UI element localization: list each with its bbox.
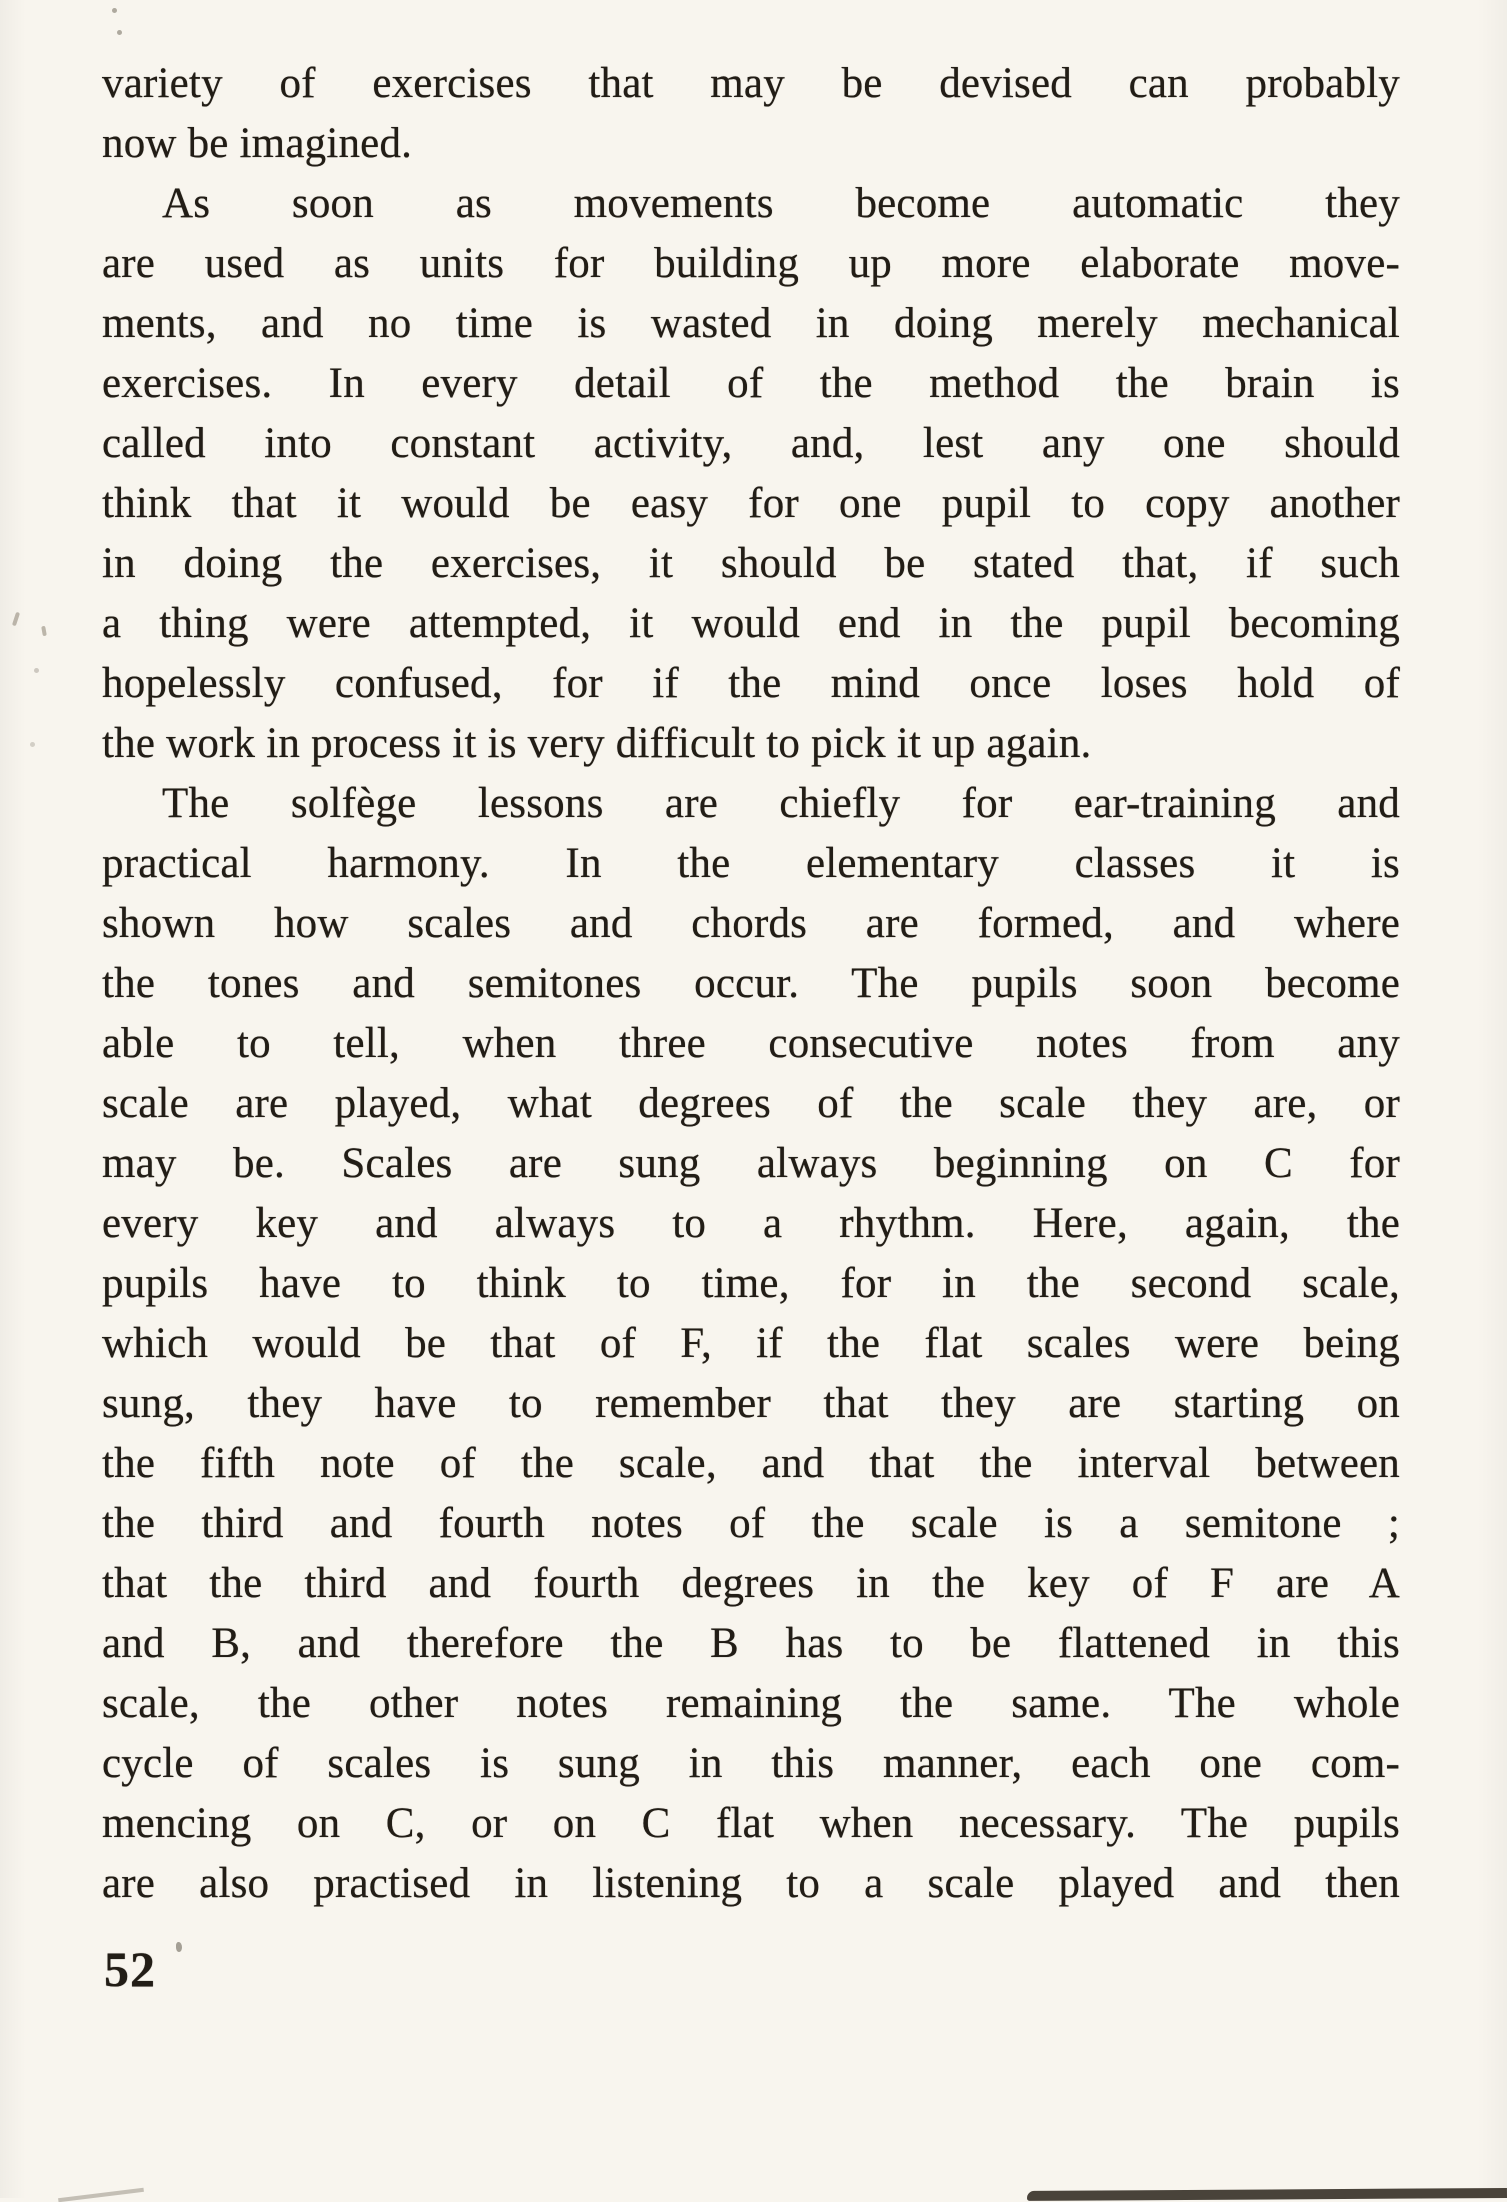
scan-speckle bbox=[41, 626, 47, 637]
page-number: 52 bbox=[104, 1941, 156, 1997]
text-line: the fifth note of the scale, and that the interval between bbox=[102, 1440, 1400, 1487]
text-line: are used as units for building up more elaborate move- bbox=[102, 240, 1400, 287]
scan-speckle bbox=[176, 1942, 182, 1952]
scan-speckle bbox=[30, 742, 35, 747]
text-line: mencing on C, or on C flat when necessary. The pupils bbox=[102, 1800, 1400, 1847]
paragraph bbox=[102, 54, 1400, 174]
text-line: now be imagined. bbox=[102, 120, 413, 167]
scan-speckle bbox=[112, 8, 117, 13]
text-line: that the third and fourth degrees in the key of F are A bbox=[102, 1560, 1400, 1607]
text-line: the work in process it is very difficult to pick it up again. bbox=[102, 720, 1092, 767]
scan-speckle bbox=[117, 30, 122, 35]
text-line: in doing the exercises, it should be stated that, if such bbox=[102, 540, 1400, 587]
paragraph bbox=[102, 774, 1400, 1914]
text-line: are also practised in listening to a scale played and then bbox=[102, 1860, 1400, 1907]
scan-speckle bbox=[34, 668, 39, 673]
text-line: sung, they have to remember that they are starting on bbox=[102, 1380, 1400, 1427]
text-line: cycle of scales is sung in this manner, each one com- bbox=[102, 1740, 1400, 1787]
scan-edge-shadow bbox=[58, 2188, 144, 2202]
text-line: every key and always to a rhythm. Here, again, the bbox=[102, 1200, 1400, 1247]
page-text bbox=[102, 54, 1400, 1914]
text-line: think that it would be easy for one pupil to copy another bbox=[102, 480, 1400, 527]
text-line: pupils have to think to time, for in the second scale, bbox=[102, 1260, 1400, 1307]
text-line: variety of exercises that may be devised can probably bbox=[102, 60, 1400, 107]
text-line: practical harmony. In the elementary classes it is bbox=[102, 840, 1400, 887]
text-line: exercises. In every detail of the method the brain is bbox=[102, 360, 1400, 407]
text-line: able to tell, when three consecutive notes from any bbox=[102, 1020, 1400, 1067]
scan-edge-shadow bbox=[1027, 2188, 1507, 2201]
text-line: ments, and no time is wasted in doing merely mechanical bbox=[102, 300, 1400, 347]
text-line: hopelessly confused, for if the mind once loses hold of bbox=[102, 660, 1400, 707]
text-line: the third and fourth notes of the scale is a semitone ; bbox=[102, 1500, 1400, 1547]
text-line: may be. Scales are sung always beginning on C for bbox=[102, 1140, 1400, 1187]
scan-speckle bbox=[12, 612, 20, 627]
paragraph bbox=[102, 174, 1400, 774]
text-line: a thing were attempted, it would end in the pupil becoming bbox=[102, 600, 1400, 647]
text-line: called into constant activity, and, lest any one should bbox=[102, 420, 1400, 467]
text-line: scale, the other notes remaining the same. The whole bbox=[102, 1680, 1400, 1727]
text-line: As soon as movements become automatic they bbox=[162, 180, 1400, 227]
text-line: scale are played, what degrees of the scale they are, or bbox=[102, 1080, 1400, 1127]
text-line: The solfège lessons are chiefly for ear-training and bbox=[162, 780, 1400, 827]
text-line: which would be that of F, if the flat scales were being bbox=[102, 1320, 1400, 1367]
text-line: and B, and therefore the B has to be flattened in this bbox=[102, 1620, 1400, 1667]
text-line: shown how scales and chords are formed, and where bbox=[102, 900, 1400, 947]
text-line: the tones and semitones occur. The pupils soon become bbox=[102, 960, 1400, 1007]
